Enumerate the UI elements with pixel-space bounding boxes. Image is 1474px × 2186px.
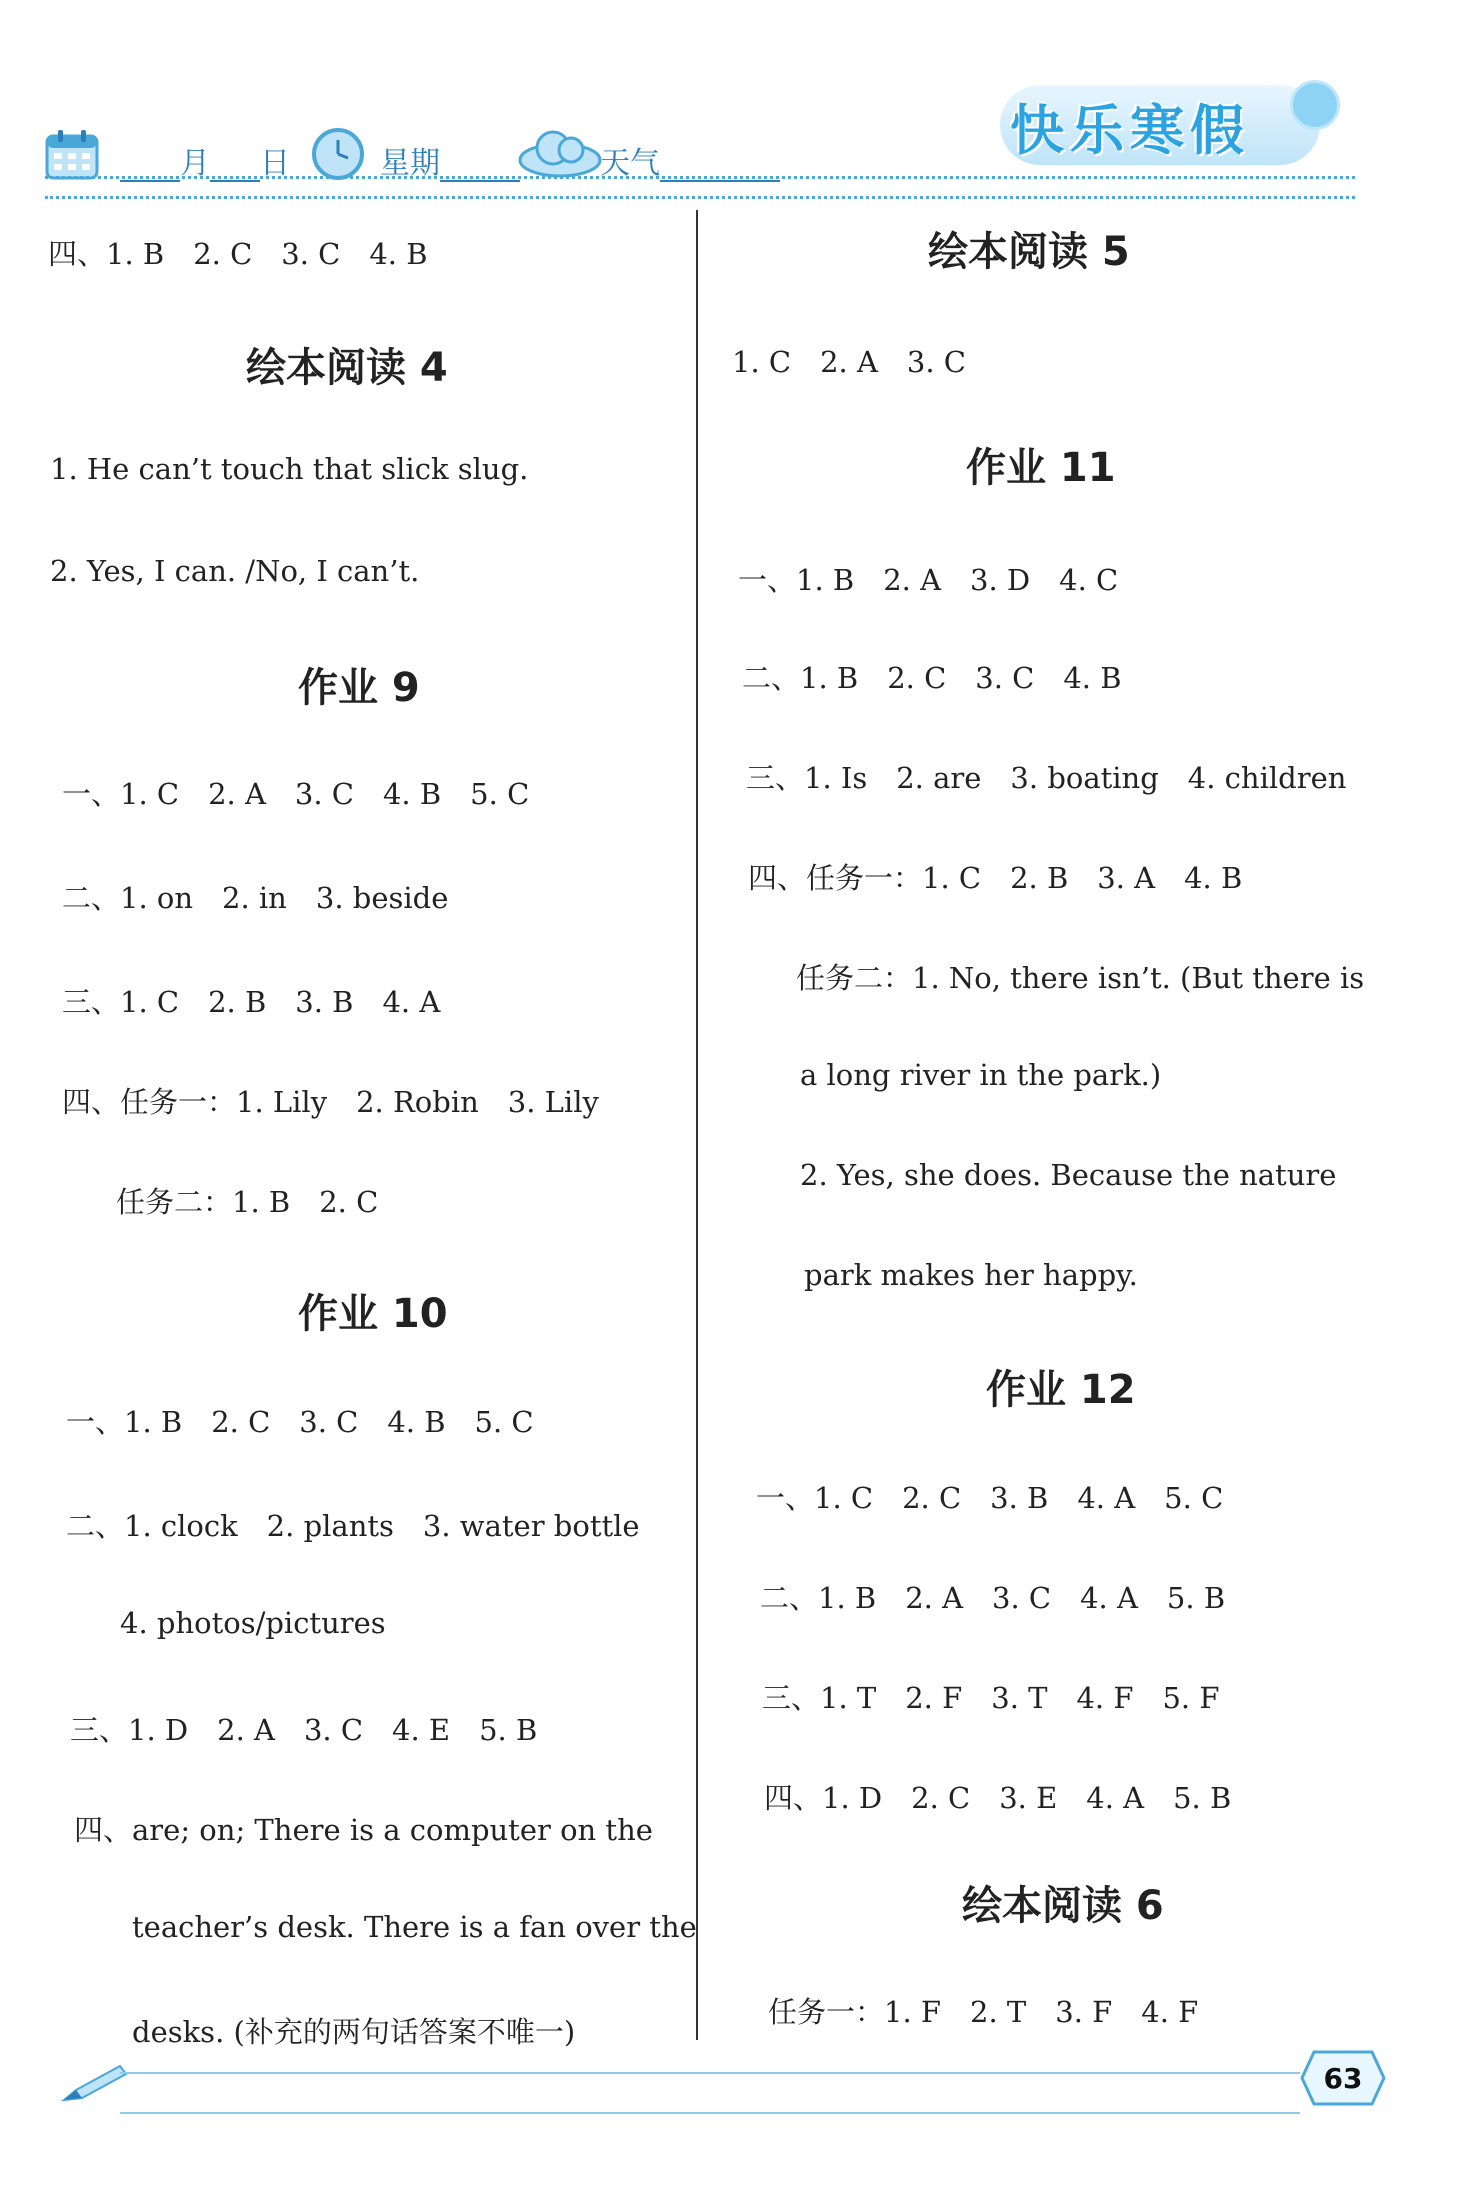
answer-line: 二、1. B 2. A 3. C 4. A 5. B — [760, 1581, 1226, 1615]
header-divider-2 — [45, 196, 1355, 199]
answer-line: 四、1. D 2. C 3. E 4. A 5. B — [764, 1781, 1232, 1815]
answer-line: park makes her happy. — [804, 1258, 1138, 1292]
month-label: 月 — [180, 146, 210, 181]
answer-line: 二、1. clock 2. plants 3. water bottle — [66, 1509, 640, 1543]
section-heading: 绘本阅读 4 — [246, 345, 448, 391]
answer-line: 四、任务一：1. C 2. B 3. A 4. B — [748, 861, 1243, 895]
answer-line: 一、1. B 2. A 3. D 4. C — [738, 563, 1119, 597]
answer-line: 一、1. B 2. C 3. C 4. B 5. C — [66, 1405, 534, 1439]
answer-line: 四、1. B 2. C 3. C 4. B — [48, 237, 428, 271]
answer-line: 四、任务一：1. Lily 2. Robin 3. Lily — [62, 1085, 599, 1119]
cloud-icon — [515, 124, 605, 182]
sun-icon — [1290, 80, 1340, 130]
pencil-icon — [60, 2060, 130, 2108]
page-number: 63 — [1323, 2061, 1363, 2095]
weekday-label: 星期 — [380, 146, 440, 181]
answer-line: 1. He can’t touch that slick slug. — [50, 452, 529, 486]
section-heading: 绘本阅读 5 — [928, 229, 1130, 275]
section-heading: 作业 12 — [986, 1367, 1136, 1413]
answer-line: 一、1. C 2. C 3. B 4. A 5. C — [756, 1481, 1224, 1515]
answer-line: 任务二：1. No, there isn’t. (But there is — [796, 961, 1365, 995]
answer-line: 1. C 2. A 3. C — [732, 345, 966, 379]
answer-line: 二、1. on 2. in 3. beside — [62, 881, 449, 915]
answer-line: 4. photos/pictures — [120, 1606, 386, 1640]
answer-line: 一、1. C 2. A 3. C 4. B 5. C — [62, 777, 530, 811]
answer-line: 任务一：1. F 2. T 3. F 4. F — [768, 1995, 1199, 2029]
header-divider — [45, 176, 1355, 179]
section-heading: 作业 11 — [966, 445, 1116, 491]
answer-line: 三、1. Is 2. are 3. boating 4. children — [746, 761, 1347, 795]
page-number-badge — [1300, 2050, 1386, 2106]
answer-line: teacher’s desk. There is a fan over the — [132, 1910, 697, 1944]
answer-line: 三、1. D 2. A 3. C 4. E 5. B — [70, 1713, 538, 1747]
footer-line — [120, 2072, 1300, 2074]
answer-line: 2. Yes, I can. /No, I can’t. — [50, 554, 420, 588]
answer-line: 三、1. C 2. B 3. B 4. A — [62, 985, 441, 1019]
page-header — [0, 0, 1474, 220]
column-divider — [696, 210, 698, 2040]
day-label: 日 — [260, 146, 290, 181]
answer-line: 三、1. T 2. F 3. T 4. F 5. F — [762, 1681, 1220, 1715]
answer-line: desks. (补充的两句话答案不唯一) — [132, 2015, 576, 2049]
answer-line: 任务二：1. B 2. C — [116, 1185, 379, 1219]
section-heading: 绘本阅读 6 — [962, 1883, 1164, 1929]
answer-line: 二、1. B 2. C 3. C 4. B — [742, 661, 1122, 695]
answer-line: 四、are; on; There is a computer on the — [74, 1813, 653, 1847]
weather-label: 天气 — [600, 146, 660, 181]
section-heading: 作业 10 — [298, 1291, 448, 1337]
header-title: 快乐寒假 — [1010, 99, 1250, 162]
answer-line: a long river in the park.) — [800, 1058, 1162, 1092]
section-heading: 作业 9 — [298, 665, 420, 711]
answer-line: 2. Yes, she does. Because the nature — [800, 1158, 1337, 1192]
footer-line-2 — [120, 2112, 1300, 2114]
